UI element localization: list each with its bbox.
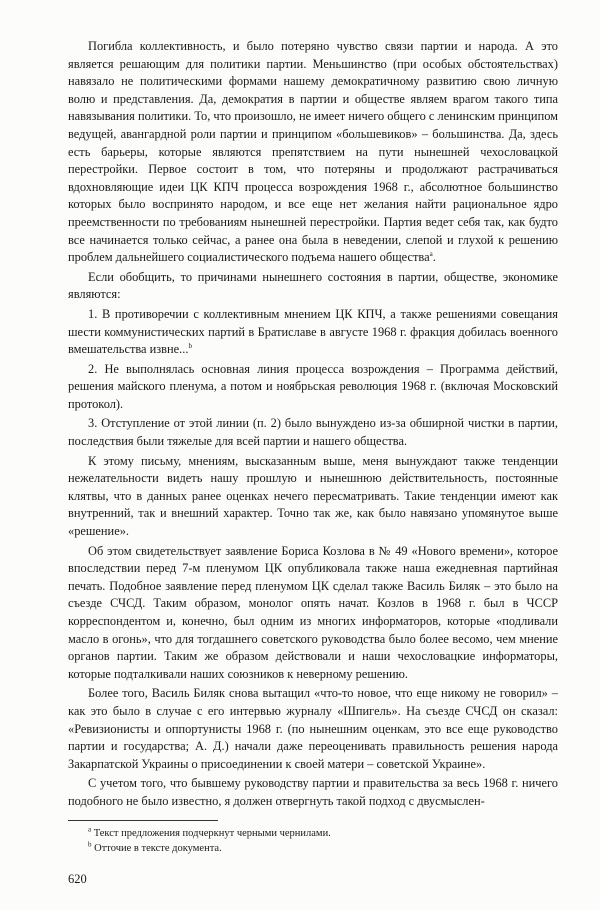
- footnote-divider: [68, 820, 218, 821]
- footnote-a: $^a$ Текст предложения подчеркнут черными чернилами.: [88, 825, 331, 839]
- paragraph-1: Погибла коллективность, и было потеряно чувство связи партии и народа. А это является решающим для политики партии. Меньшинство (при особых обстоятельствах) навязало не политическими формами нашему демократичному развитию свою личную волю и представления. Да, демократия в партии и обществе являем врагом такого типа навязывания политики. То, что произошло, не имеет ничего общего с ленинским принципом ведущей, авангардной роли партии и принципом «большевиков» – большинства. Да, здесь есть барьеры, которые являются препятствием на пути нынешней чехословацкой перестройки. Первое состоит в том, что потеряны и продолжают растрачиваться вдохновляющие идеи ЦК КПЧ процесса возрождения 1968 г., абсолютное большинство которых было воспринято народом, и все еще нет желания найти рациональное ядро преемственности по требованиям нынешней перестройки. Партия ведет себя так, как будто все начинается только сейчас, а ранее она была в неведении, слепой и глухой к решению проблем дальнейшего социалистического подъема нашего общества$^a$.: [68, 39, 558, 265]
- footnote-mark-a: a: [88, 825, 92, 834]
- footnote-ref-a: a: [429, 250, 433, 258]
- footnote-b: $^b$ Отточие в тексте документа.: [88, 840, 222, 854]
- footnote-ref-b: b: [188, 341, 192, 350]
- paragraph-9: С учетом того, что бывшему руководству партии и правительства за весь 1968 г. ничего подобного не было известно, я должен отвергнуть такой подход с двусмыслен-: [68, 776, 558, 808]
- paragraph-8: Более того, Василь Биляк снова вытащил «что-то новое, что еще никому не говорил» – как это было в случае с его интервью журналу «Шпигель». На съезде СЧСД он сказал: «Ревизионисты и оппортунисты 1968 г. (по нынешним оценкам, это все еще руководство партии и государства; А. Д.) начали даже переоценивать правильность решения народа Закарпатской Украины о присоединении к своей матери – советской Украине».: [68, 686, 558, 771]
- paragraph-7: Об этом свидетельствует заявление Бориса Козлова в № 49 «Нового времени», которое впоследствии перед 7-м пленумом ЦК опубликовала также наша ежедневная партийная печать. Подобное заявление перед пленумом ЦК сделал также Василь Биляк – это было на съезде СЧСД. Таким образом, монолог опять начат. Козлов в 1968 г. был в ЧССР корреспондентом и, конечно, был одним из многих информаторов, которые «подливали масло в огонь», что для тогдашнего советского руководства было более весомо, чем мнение органов партии. Таким же образом действовали и наши чехословацкие информаторы, которые подталкивали наших союзников к неверному решению.: [68, 543, 558, 681]
- body-text: [68, 38, 558, 813]
- paragraph-4: 2. Не выполнялась основная линия процесса возрождения – Программа действий, решения майского пленума, а потом и ноябрьская революция 1968 г. (включая Московский протокол).: [68, 361, 558, 411]
- paragraph-5: 3. Отступление от этой линии (п. 2) было вынуждено из-за обширной чистки в партии, последствия были тяжелые для всей партии и нашего общества.: [68, 416, 558, 449]
- paragraph-2: Если обобщить, то причинами нынешнего состояния в партии, обществе, экономике являются:: [68, 269, 558, 302]
- footnotes: [68, 826, 558, 856]
- footnote-mark-b: b: [88, 840, 92, 849]
- page-number: 620: [68, 872, 87, 886]
- paragraph-6: К этому письму, мнениям, высказанным выше, меня вынуждают также тенденции нежелательности видеть нашу прошлую и нынешнюю действительность, постоянные клятвы, что в данных ранее оценках нечего пересматривать. Такие тенденции имеют как внутренний, так и внешний характер. Точно так же, как было навязано упомянутое выше «решение».: [68, 453, 558, 539]
- paragraph-3: 1. В противоречии с коллективным мнением ЦК КПЧ, а также решениями совещания шести коммунистических партий в Братиславе в августе 1968 г. фракция добилась военного вмешательства извне...$^b$: [68, 306, 558, 357]
